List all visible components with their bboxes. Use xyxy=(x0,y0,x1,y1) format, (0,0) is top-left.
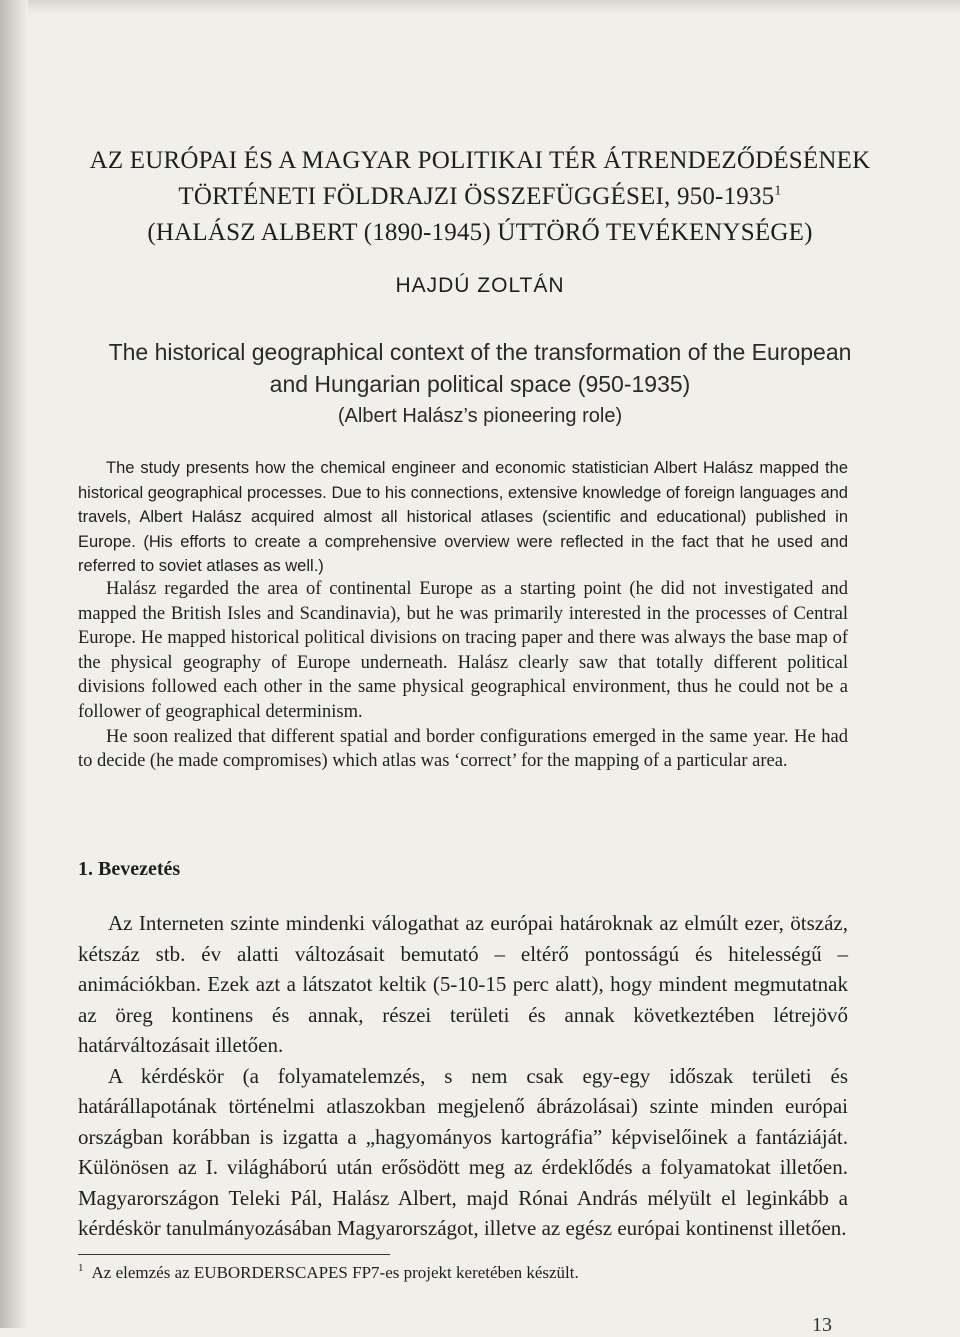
title-line-2 xyxy=(60,179,900,215)
author-name: HAJDÚ ZOLTÁN xyxy=(395,274,565,297)
hungarian-paragraph-2: A kérdéskör (a folyamatelemzés, s nem csak egy-egy időszak területi és határállapotának történelmi atlaszokban megjelenő ábrázolásai) szinte minden európai országban korábban is izgatta a „hagyományos kartográfia” képviselőinek a fantáziáját. Különösen az I. világháború után erősödött meg az érdeklődés a folyamatokat illetően. Magyarországon Teleki Pál, Halász Albert, majd Rónai András mélyült el leginkább a kérdéskör tanulmányozásában Magyarországot, illetve az egész európai kontinenst illetően. xyxy=(78,1063,848,1240)
abstract-paragraph: The study presents how the chemical engineer and economic statistician Albert Halász mapped the historical geographical processes. Due to his connections, extensive knowledge of foreign languages and travels, Albert Halász acquired almost all historical atlases (scientific and educational) published in Europe. (His efforts to create a comprehensive overview were reflected in the fact that he used and referred to soviet atlases as well.) xyxy=(78,459,848,575)
article-title xyxy=(60,143,900,251)
abstract xyxy=(78,456,848,579)
english-title xyxy=(60,336,900,432)
english-paragraph-1: Halász regarded the area of continental Europe as a starting point (he did not investigated and mapped the British Isles and Scandinavia), but he was primarily interested in the processes of Central Europe. He mapped historical political divisions on tracing paper and there was always the base map of the physical geography of Europe underneath. Halász clearly saw that totally different political divisions followed each other in the same physical geographical environment, thus he could not be a follower of geographical determinism. xyxy=(78,579,848,722)
footnote-marker: 1 xyxy=(78,1262,84,1275)
hungarian-body xyxy=(78,908,848,1244)
title-line-1: AZ EURÓPAI ÉS A MAGYAR POLITIKAI TÉR ÁTRENDEZŐDÉSÉNEK xyxy=(89,147,871,174)
footnote-divider xyxy=(78,1254,390,1255)
english-title-line-3: (Albert Halász’s pioneering role) xyxy=(337,405,623,427)
english-paragraph-2: He soon realized that different spatial and border configurations emerged in the same year. He had to decide (he made compromises) which atlas was ‘correct’ for the mapping of a particular area. xyxy=(78,726,848,772)
english-summary xyxy=(78,577,848,774)
footnote-text: Az elemzés az EUBORDERSCAPES FP7-es projekt keretében készült. xyxy=(91,1263,579,1282)
footnote xyxy=(78,1262,858,1284)
title-line-2-text: TÖRTÉNETI FÖLDRAJZI ÖSSZEFÜGGÉSEI, 950-1935 xyxy=(178,183,775,210)
page-binding-shadow xyxy=(0,0,28,1328)
page-number: 13 xyxy=(812,1314,832,1336)
english-title-line-1: The historical geographical context of the transformation of the European xyxy=(108,339,852,365)
title-line-3: (HALÁSZ ALBERT (1890-1945) ÚTTÖRŐ TEVÉKENYSÉGE) xyxy=(147,219,813,246)
title-footnote-marker[interactable]: 1 xyxy=(774,183,782,199)
section-heading: 1. Bevezetés xyxy=(78,858,181,880)
page-top-edge xyxy=(0,0,960,14)
hungarian-paragraph-1: Az Interneten szinte mindenki válogathat az európai határoknak az elmúlt ezer, ötszáz, kétszáz stb. év alatti változásait bemutató – eltérő pontosságú és hitelességű – animációkban. Ezek azt a látszatot keltik (5-10-15 perc alatt), hogy mindent megmutatnak az öreg kontinens és annak, részei területi és annak következtében létrejövő határváltozásait illetően. xyxy=(78,911,848,1057)
english-title-line-2: and Hungarian political space (950-1935) xyxy=(269,371,691,397)
